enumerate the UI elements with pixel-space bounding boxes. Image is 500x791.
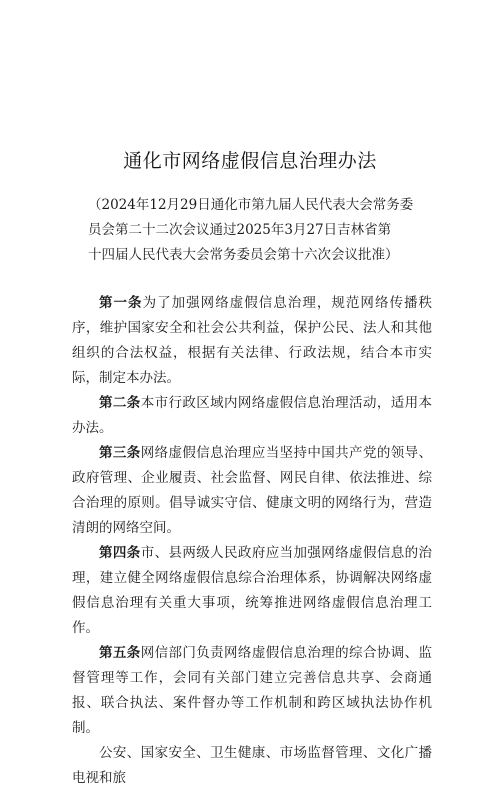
article-text: 公安、国家安全、卫生健康、市场监督管理、文化广播电视和旅 (72, 745, 432, 786)
subtitle-line: 十四届人民代表大会常务委员会第十六次会议批准） (88, 247, 399, 263)
document-subtitle (88, 193, 418, 268)
article-number: 第五条 (99, 645, 141, 661)
subtitle-line: （2024年12月29日通化市第九届人民代表大会常务委 (88, 197, 414, 213)
article-5 (72, 641, 432, 741)
article-text: 本市行政区域内网络虚假信息治理活动，适用本办法。 (72, 395, 433, 436)
subtitle-line: 员会第二十二次会议通过2025年3月27日吉林省第 (88, 222, 392, 238)
article-3 (72, 441, 432, 541)
article-number: 第四条 (99, 545, 141, 561)
article-text: 市、县两级人民政府应当加强网络虚假信息的治理，建立健全网络虚假信息综合治理体系，协调解决网络虚假信息治理有关重大事项，统筹推进网络虚假信息治理工作。 (72, 545, 433, 636)
article-1 (72, 291, 432, 391)
article-text: 网信部门负责网络虚假信息治理的综合协调、监督管理等工作，会同有关部门建立完善信息共享、会商通报、联合执法、案件督办等工作机制和跨区域执法协作机制。 (72, 645, 433, 736)
article-text: 为了加强网络虚假信息治理，规范网络传播秩序，维护国家安全和社会公共利益，保护公民、法人和其他组织的合法权益，根据有关法律、行政法规，结合本市实际，制定本办法。 (72, 295, 433, 386)
article-number: 第三条 (99, 445, 141, 461)
article-text: 网络虚假信息治理应当坚持中国共产党的领导、政府管理、企业履责、社会监督、网民自律、依法推进、综合治理的原则。倡导诚实守信、健康文明的网络行为，营造清朗的网络空间。 (72, 445, 433, 536)
document-body (72, 291, 432, 791)
article-4 (72, 541, 432, 641)
document-title: 通化市网络虚假信息治理办法 (123, 150, 377, 172)
article-number: 第一条 (99, 295, 143, 311)
article-2 (72, 391, 432, 441)
article-number: 第二条 (99, 395, 141, 411)
article-5-continued (72, 741, 432, 791)
